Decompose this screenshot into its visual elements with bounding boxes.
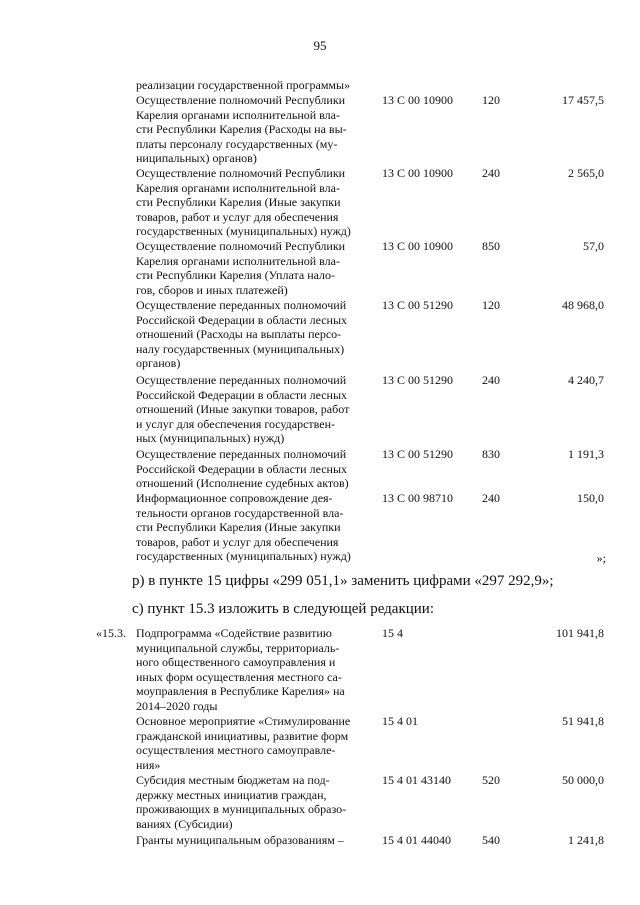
- row-csr-code: 15 4 01 43140: [382, 773, 451, 787]
- row-csr-code: 15 4 01: [382, 714, 418, 728]
- row-name: Субсидия местным бюджетам на под- держку местных инициатив граждан, проживающих в муниципальных образо- ваниях (Субсидии): [136, 773, 347, 831]
- row-sum: 4 240,7: [568, 373, 604, 387]
- row-csr-code: 13 С 00 51290: [382, 373, 454, 387]
- row-vr-code: 120: [482, 93, 500, 107]
- row-name: Подпрограмма «Содействие развитию муниципальной службы, территориаль- ного общественного самоуправления и иных форм осуществления местного са- моуправления в Республике Карелия» на 2014–2020 годы: [136, 626, 345, 713]
- row-name: Информационное сопровождение дея- тельности органов государственной вла- сти Республики Карелия (Иные закупки товаров, работ и услуг для обеспечения государственных (муниципальных) нужд): [136, 491, 351, 564]
- row-vr-code: 850: [482, 239, 500, 253]
- row-sum: 50 000,0: [562, 773, 604, 787]
- row-vr-code: 240: [482, 373, 500, 387]
- row-sum: 150,0: [577, 491, 604, 505]
- closing-quote-mark: »;: [596, 551, 606, 565]
- row-csr-code: 13 С 00 10900: [382, 166, 454, 180]
- row-sum: 57,0: [583, 239, 604, 253]
- paragraph-p: р) в пункте 15 цифры «299 051,1» заменить цифрами «297 292,9»;: [132, 573, 554, 589]
- row-vr-code: 830: [482, 447, 500, 461]
- row-csr-code: 13 С 00 98710: [382, 491, 454, 505]
- row-csr-code: 15 4 01 44040: [382, 833, 451, 847]
- row-name: Осуществление полномочий Республики Карелия органами исполнительной вла- сти Республики Карелия (Расходы на вы- платы персоналу государственных (му- ниципальных) органов): [136, 93, 347, 166]
- row-vr-code: 540: [482, 833, 500, 847]
- row-name: Осуществление полномочий Республики Карелия органами исполнительной вла- сти Республики Карелия (Иные закупки товаров, работ и услуг для обеспечения государственных (муниципальных) нужд): [136, 166, 351, 239]
- row-vr-code: 240: [482, 491, 500, 505]
- row-vr-code: 240: [482, 166, 500, 180]
- row-sum: 1 191,3: [568, 447, 604, 461]
- row-sum: 51 941,8: [562, 714, 604, 728]
- row-csr-code: 15 4: [382, 626, 403, 640]
- row-csr-code: 13 С 00 51290: [382, 447, 454, 461]
- row-vr-code: 520: [482, 773, 500, 787]
- row-vr-code: 120: [482, 298, 500, 312]
- row-item-number: «15.3.: [96, 626, 126, 640]
- row-sum: 101 941,8: [556, 626, 604, 640]
- row-csr-code: 13 С 00 10900: [382, 239, 454, 253]
- page-number: 95: [313, 38, 327, 53]
- row-name: Основное мероприятие «Стимулирование гражданской инициативы, развитие форм осуществления местного самоуправле- ния»: [136, 714, 351, 772]
- row-name: Осуществление переданных полномочий Российской Федерации в области лесных отношений (Иные закупки товаров, работ и услуг для обеспечения государствен- ных (муниципальных) нужд): [136, 373, 350, 446]
- row-csr-code: 13 С 00 51290: [382, 298, 454, 312]
- row-sum: 17 457,5: [562, 93, 604, 107]
- row-sum: 1 241,8: [568, 833, 604, 847]
- row-sum: 48 968,0: [562, 298, 604, 312]
- row-name: Осуществление полномочий Республики Карелия органами исполнительной вла- сти Республики Карелия (Уплата нало- гов, сборов и иных платежей): [136, 239, 346, 297]
- row-name: реализации государственной программы»: [136, 78, 351, 92]
- row-name: Гранты муниципальным образованиям –: [136, 833, 344, 847]
- row-csr-code: 13 С 00 10900: [382, 93, 454, 107]
- paragraph-s: с) пункт 15.3 изложить в следующей редакции:: [132, 601, 434, 617]
- row-name: Осуществление переданных полномочий Российской Федерации в области лесных отношений (Расходы на выплаты персо- налу государственных (муниципальных) органов): [136, 298, 348, 371]
- row-name: Осуществление переданных полномочий Российской Федерации в области лесных отношений (Исполнение судебных актов): [136, 447, 349, 491]
- row-sum: 2 565,0: [568, 166, 604, 180]
